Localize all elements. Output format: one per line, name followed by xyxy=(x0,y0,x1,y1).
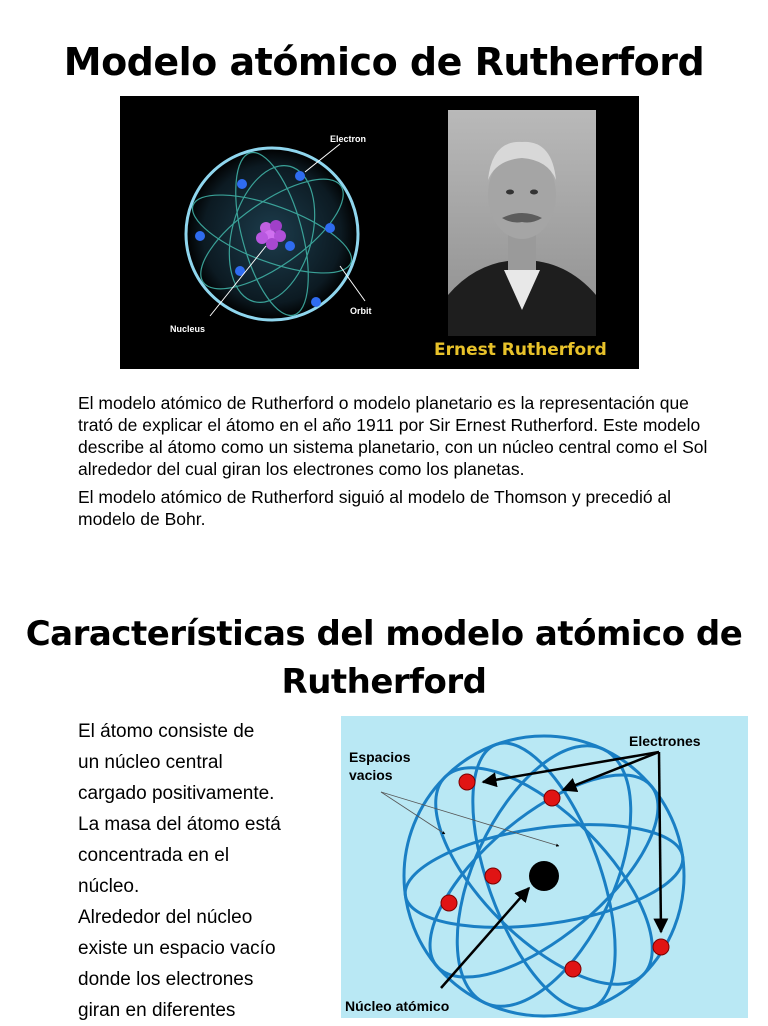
atom-diagram xyxy=(341,716,748,1018)
features-text xyxy=(78,716,340,1026)
label-nucleo: Núcleo atómico xyxy=(345,998,450,1014)
section-title xyxy=(0,610,768,706)
portrait-icon xyxy=(448,110,596,336)
intro-paragraph: El modelo atómico de Rutherford o modelo planetario es la representación que trató de explicar el átomo en el año 1911 por Sir Ernest Rutherford. Este modelo describe al átomo como un sistema planetario, con un núcleo central como el Sol alrededor del cual giran los electrones como los planetas. xyxy=(78,393,708,479)
features-line: donde los electrones xyxy=(78,969,254,990)
section-title-line: Características del modelo atómico de xyxy=(25,614,743,654)
label-electrones: Electrones xyxy=(629,733,701,749)
page-title: Modelo atómico de Rutherford xyxy=(63,40,705,84)
nucleus-icon xyxy=(529,861,559,891)
rutherford-portrait xyxy=(448,110,596,336)
features-line: concentrada en el xyxy=(78,845,230,866)
intro-text xyxy=(78,392,718,536)
features-line: giran en diferentes xyxy=(78,1000,236,1021)
features-line: cargado positivamente. xyxy=(78,783,275,804)
rutherford-banner-image xyxy=(120,96,639,369)
portrait-caption: Ernest Rutherford xyxy=(434,340,607,360)
label-vacios: vacios xyxy=(349,767,393,783)
features-line: un núcleo central xyxy=(78,752,223,773)
features-line: El átomo consiste de xyxy=(78,721,255,742)
label-nucleus: Nucleus xyxy=(170,324,206,334)
atom-illustration xyxy=(140,106,390,361)
intro-paragraph: El modelo atómico de Rutherford siguió al modelo de Thomson y precedió al modelo de Bohr. xyxy=(78,487,672,529)
label-espacios: Espacios xyxy=(349,749,411,765)
features-line: Alrededor del núcleo xyxy=(78,907,253,928)
features-line: La masa del átomo está xyxy=(78,814,281,835)
section-title-line: Rutherford xyxy=(281,662,487,702)
label-electron: Electron xyxy=(330,134,367,144)
label-orbit: Orbit xyxy=(350,306,372,316)
features-line: núcleo. xyxy=(78,876,140,897)
features-line: existe un espacio vacío xyxy=(78,938,276,959)
